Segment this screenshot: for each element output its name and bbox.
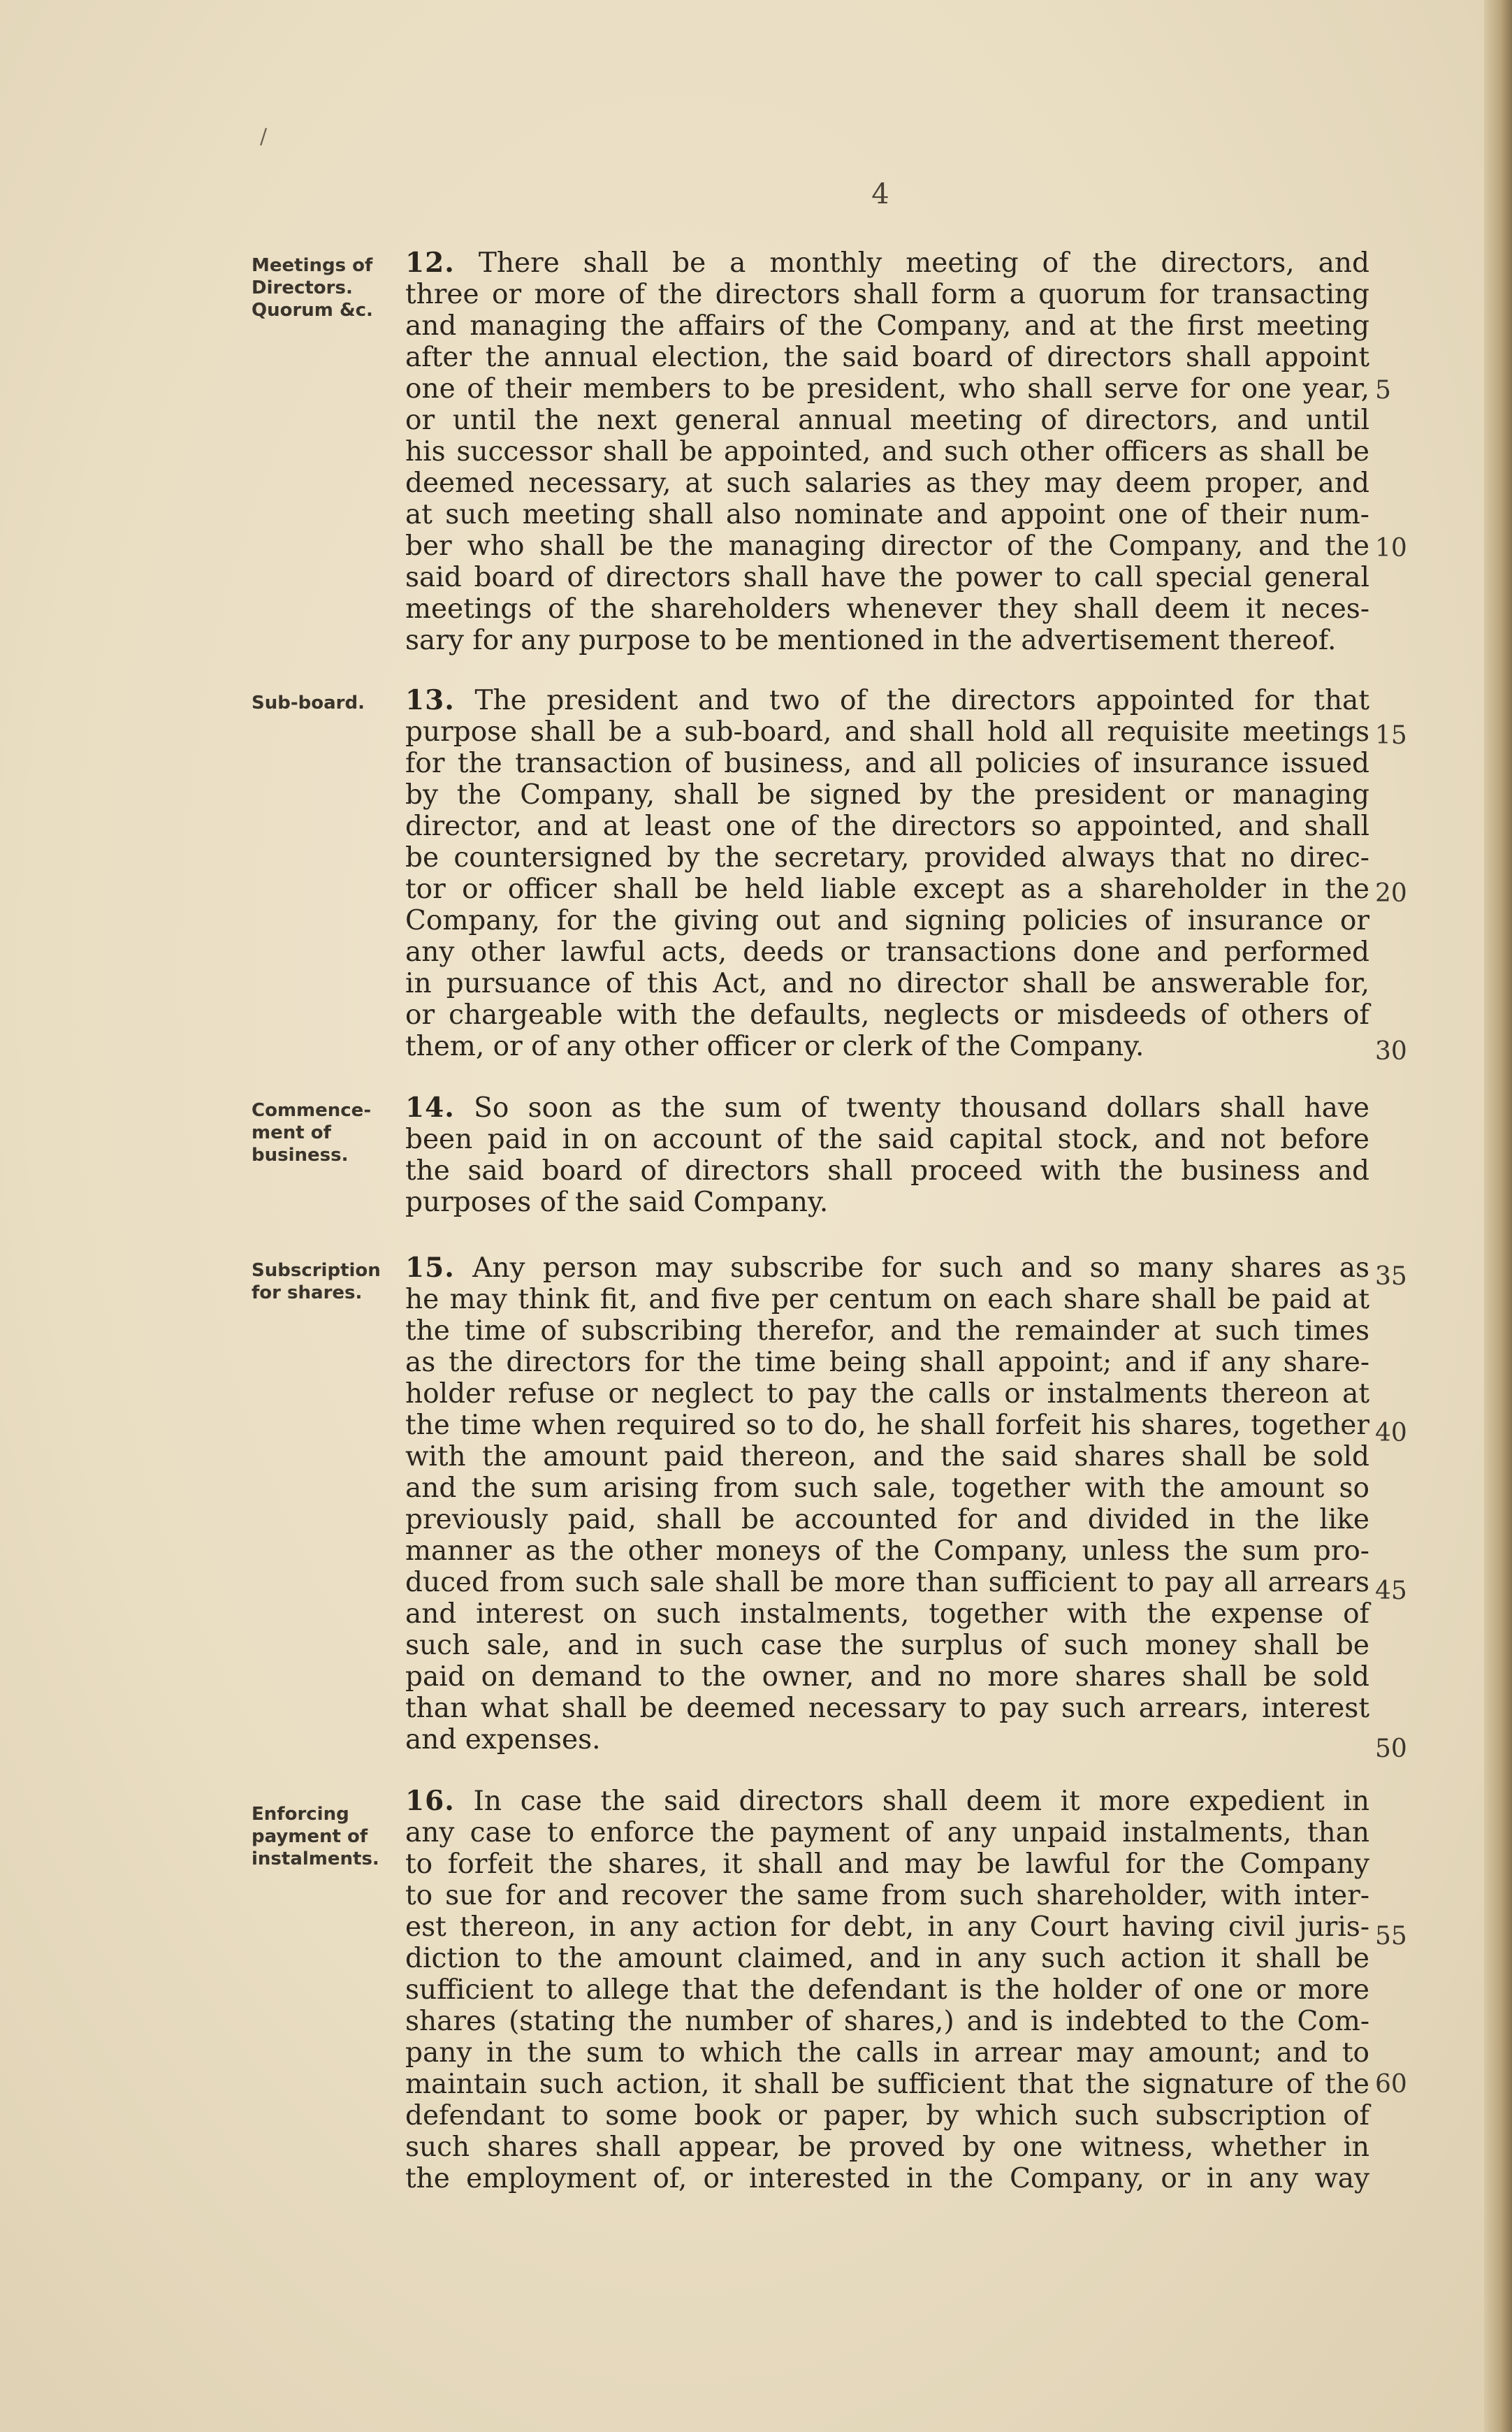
section-line: with the amount paid thereon, and the said shares shall be sold bbox=[405, 1441, 1369, 1472]
section-line: director, and at least one of the directors so appointed, and shall bbox=[405, 811, 1369, 842]
section-line: such shares shall appear, be proved by one witness, whether in bbox=[405, 2131, 1369, 2163]
margin-note-commencement: Commence- ment of business. bbox=[252, 1100, 372, 1166]
line-number: 10 bbox=[1375, 534, 1407, 563]
line-number: 35 bbox=[1375, 1262, 1407, 1291]
section-line: been paid in on account of the said capital stock, and not before bbox=[405, 1124, 1369, 1155]
section-line: purposes of the said Company. bbox=[405, 1187, 829, 1218]
page-spine-edge bbox=[1484, 0, 1512, 2432]
section-line: holder refuse or neglect to pay the calls or instalments thereon at bbox=[405, 1378, 1369, 1410]
section-line: as the directors for the time being shall appoint; and if any share- bbox=[405, 1347, 1369, 1378]
line-number: 60 bbox=[1375, 2070, 1407, 2099]
section-line: and interest on such instalments, together with the expense of bbox=[405, 1598, 1369, 1630]
section-line: sufficient to allege that the defendant is the holder of one or more bbox=[405, 1974, 1369, 2006]
line-number: 50 bbox=[1375, 1735, 1407, 1763]
line-number: 30 bbox=[1375, 1037, 1407, 1066]
section-line: tor or officer shall be held liable except as a shareholder in the bbox=[405, 874, 1369, 905]
section-line: meetings of the shareholders whenever they shall deem it neces- bbox=[405, 593, 1369, 625]
section-line: manner as the other moneys of the Company, unless the sum pro- bbox=[405, 1535, 1369, 1567]
section-line: at such meeting shall also nominate and appoint one of their num- bbox=[405, 499, 1369, 530]
line-number: 40 bbox=[1375, 1419, 1407, 1447]
section-line: defendant to some book or paper, by which such subscription of bbox=[405, 2100, 1369, 2131]
section-line: 12. There shall be a monthly meeting of the directors, and bbox=[405, 247, 1369, 279]
section-line: one of their members to be president, who shall serve for one year, bbox=[405, 373, 1369, 405]
section-line: and the sum arising from such sale, together with the amount so bbox=[405, 1472, 1369, 1504]
section-12 bbox=[405, 247, 1369, 656]
section-number: 15. bbox=[405, 1252, 455, 1284]
margin-note-subscription: Subscription for shares. bbox=[252, 1260, 381, 1303]
section-line: maintain such action, it shall be sufficient that the signature of the bbox=[405, 2069, 1369, 2100]
section-number: 16. bbox=[405, 1785, 455, 1817]
section-line: deemed necessary, at such salaries as they may deem proper, and bbox=[405, 468, 1369, 499]
section-line: by the Company, shall be signed by the president or managing bbox=[405, 779, 1369, 811]
section-line: three or more of the directors shall form a quorum for transacting bbox=[405, 279, 1369, 310]
section-line: after the annual election, the said board of directors shall appoint bbox=[405, 342, 1369, 373]
section-line: or until the next general annual meeting of directors, and until bbox=[405, 405, 1369, 436]
section-line: his successor shall be appointed, and such other officers as shall be bbox=[405, 436, 1369, 468]
section-15 bbox=[405, 1252, 1369, 1756]
line-number: 15 bbox=[1375, 721, 1407, 750]
section-line: to forfeit the shares, it shall and may be lawful for the Company bbox=[405, 1848, 1369, 1880]
section-line: diction to the amount claimed, and in any such action it shall be bbox=[405, 1943, 1369, 1974]
section-line: purpose shall be a sub-board, and shall hold all requisite meetings bbox=[405, 716, 1369, 748]
section-line: est thereon, in any action for debt, in any Court having civil juris- bbox=[405, 1911, 1369, 1943]
section-line: shares (stating the number of shares,) and is indebted to the Com- bbox=[405, 2006, 1369, 2037]
section-line: for the transaction of business, and all policies of insurance issued bbox=[405, 748, 1369, 779]
section-line: to sue for and recover the same from such shareholder, with inter- bbox=[405, 1880, 1369, 1911]
section-line: previously paid, shall be accounted for and divided in the like bbox=[405, 1504, 1369, 1535]
section-line: pany in the sum to which the calls in arrear may amount; and to bbox=[405, 2037, 1369, 2069]
section-line: the said board of directors shall proceed with the business and bbox=[405, 1155, 1369, 1187]
section-16 bbox=[405, 1786, 1369, 2194]
margin-note-meetings: Meetings of Directors. Quorum &c. bbox=[252, 255, 373, 321]
section-line: and expenses. bbox=[405, 1724, 601, 1756]
section-14 bbox=[405, 1092, 1369, 1218]
page-number: 4 bbox=[871, 178, 889, 210]
section-line: the time when required so to do, he shall forfeit his shares, together bbox=[405, 1410, 1369, 1441]
section-line: sary for any purpose to be mentioned in the advertisement thereof. bbox=[405, 625, 1337, 656]
section-line: the employment of, or interested in the Company, or in any way bbox=[405, 2163, 1369, 2194]
margin-note-enforcing: Enforcing payment of instalments. bbox=[252, 1804, 379, 1869]
section-line: said board of directors shall have the power to call special general bbox=[405, 562, 1369, 593]
section-line: them, or of any other officer or clerk of the Company. bbox=[405, 1031, 1144, 1062]
section-line: than what shall be deemed necessary to pay such arrears, interest bbox=[405, 1693, 1369, 1724]
section-line: or chargeable with the defaults, neglects or misdeeds of others of bbox=[405, 999, 1369, 1031]
section-line: any case to enforce the payment of any unpaid instalments, than bbox=[405, 1817, 1369, 1848]
line-number: 5 bbox=[1375, 376, 1391, 405]
line-number: 20 bbox=[1375, 879, 1407, 908]
section-number: 14. bbox=[405, 1092, 455, 1124]
section-line: and managing the affairs of the Company, and at the first meeting bbox=[405, 310, 1369, 342]
section-line: Company, for the giving out and signing policies of insurance or bbox=[405, 905, 1369, 936]
section-line: such sale, and in such case the surplus of such money shall be bbox=[405, 1630, 1369, 1661]
line-number: 55 bbox=[1375, 1922, 1407, 1950]
section-line: any other lawful acts, deeds or transactions done and performed bbox=[405, 936, 1369, 968]
section-13 bbox=[405, 685, 1369, 1062]
section-line: be countersigned by the secretary, provided always that no direc- bbox=[405, 842, 1369, 874]
section-line: the time of subscribing therefor, and the remainder at such times bbox=[405, 1315, 1369, 1347]
section-line: ber who shall be the managing director of the Company, and the bbox=[405, 530, 1369, 562]
section-line: in pursuance of this Act, and no director shall be answerable for, bbox=[405, 968, 1369, 999]
corner-mark: / bbox=[260, 124, 268, 149]
section-number: 12. bbox=[405, 247, 455, 279]
section-line: 15. Any person may subscribe for such and so many shares as bbox=[405, 1252, 1369, 1284]
section-number: 13. bbox=[405, 684, 455, 716]
section-line: he may think fit, and five per centum on each share shall be paid at bbox=[405, 1284, 1369, 1315]
section-line: 16. In case the said directors shall deem it more expedient in bbox=[405, 1785, 1369, 1817]
section-line: duced from such sale shall be more than sufficient to pay all arrears bbox=[405, 1567, 1369, 1598]
margin-note-sub-board: Sub-board. bbox=[252, 693, 365, 714]
section-line: 14. So soon as the sum of twenty thousand dollars shall have bbox=[405, 1092, 1369, 1124]
line-number: 45 bbox=[1375, 1577, 1407, 1605]
section-line: paid on demand to the owner, and no more shares shall be sold bbox=[405, 1661, 1369, 1693]
section-line: 13. The president and two of the directors appointed for that bbox=[405, 684, 1369, 716]
